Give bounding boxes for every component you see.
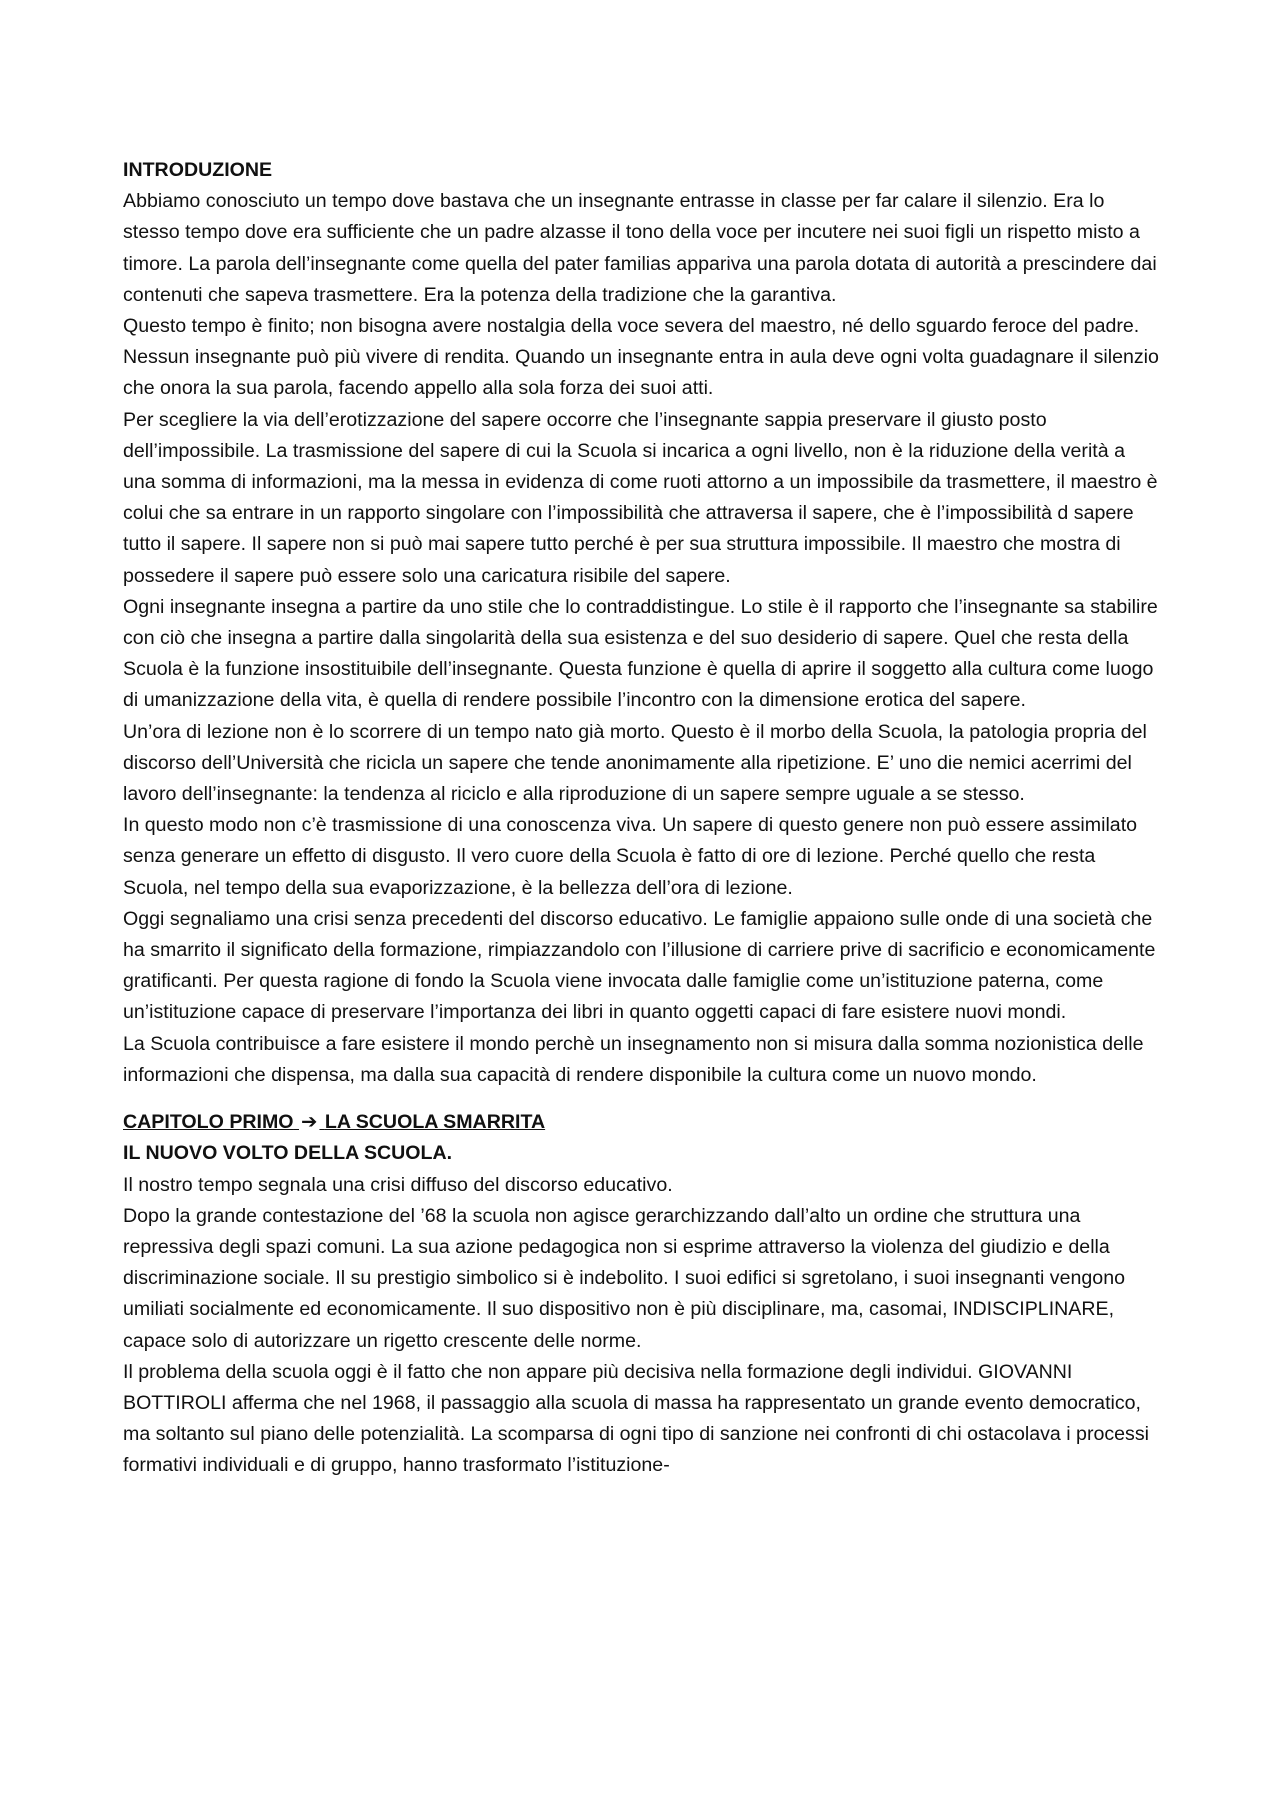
- intro-paragraph-2: Questo tempo è finito; non bisogna avere nostalgia della voce severa del maestro, né dello sguardo feroce del padre. Nessun insegnante può più vivere di rendita. Quando un insegnante entra in aula deve ogni volta guadagnare il silenzio che onora la sua parola, facendo appello alla sola forza dei suoi atti.: [123, 315, 1159, 400]
- intro-heading: INTRODUZIONE: [123, 159, 273, 181]
- chapter-title: [123, 1107, 1163, 1138]
- intro-paragraph-5: Un’ora di lezione non è lo scorrere di un tempo nato già morto. Questo è il morbo della Scuola, la patologia propria del discorso dell’Università che ricicla un sapere che tende anonimamente alla ripetizione. E’ uno die nemici acerrimi del lavoro dell’insegnante: la tendenza al riciclo e alla riproduzione di un sapere sempre uguale a se stesso.: [123, 720, 1147, 806]
- chapter-paragraph-3: Il problema della scuola oggi è il fatto che non appare più decisiva nella formazione degli individui. GIOVANNI BOTTIROLI afferma che nel 1968, il passaggio alla scuola di massa ha rappresentato un grande evento democratico, ma soltanto sul piano delle potenzialità. La scomparsa di ogni tipo di sanzione nei confronti di chi ostacolava i processi formativi individuali e di gruppo, hanno trasformato l’istituzione-: [123, 1360, 1150, 1477]
- chapter-subheading: IL NUOVO VOLTO DELLA SCUOLA.: [123, 1142, 453, 1165]
- chapter-paragraph-1: Il nostro tempo segnala una crisi diffuso del discorso educativo.: [123, 1173, 673, 1196]
- chapter-title-right: LA SCUOLA SMARRITA: [324, 1111, 546, 1134]
- arrow-right-icon: ➔: [301, 1111, 318, 1134]
- document-page: [123, 155, 1163, 1482]
- chapter-paragraph-2: Dopo la grande contestazione del ’68 la scuola non agisce gerarchizzando dall’alto un ordine che struttura una repressiva degli spazi comuni. La sua azione pedagogica non si esprime attraverso la violenza del giudizio e della discriminazione sociale. Il su prestigio simbolico si è indebolito. I suoi edifici si sgretolano, i suoi insegnanti vengono umiliati socialmente ed economicamente. Il suo dispositivo non è più disciplinare, ma, casomai, INDISCIPLINARE, capace solo di autorizzare un rigetto crescente delle norme.: [123, 1204, 1125, 1352]
- intro-paragraph-7: Oggi segnaliamo una crisi senza precedenti del discorso educativo. Le famiglie appaiono sulle onde di una società che ha smarrito il significato della formazione, rimpiazzandolo con l’illusione di carriere prive di sacrificio e economicamente gratificanti. Per questa ragione di fondo la Scuola viene invocata dalle famiglie come un’istituzione paterna, come un’istituzione capace di preservare l’importanza dei libri in quanto oggetti capaci di fare esistere nuovi mondi.: [123, 907, 1156, 1024]
- chapter-title-left: CAPITOLO PRIMO: [123, 1111, 294, 1134]
- intro-paragraph-6: In questo modo non c’è trasmissione di una conoscenza viva. Un sapere di questo genere non può essere assimilato senza generare un effetto di disgusto. Il vero cuore della Scuola è fatto di ore di lezione. Perché quello che resta Scuola, nel tempo della sua evaporizzazione, è la bellezza dell’ora di lezione.: [123, 814, 1138, 899]
- intro-paragraph-8: La Scuola contribuisce a fare esistere il mondo perchè un insegnamento non si misura dalla somma nozionistica delle informazioni che dispensa, ma dalla sua capacità di rendere disponibile la cultura come un nuovo mondo.: [123, 1032, 1144, 1086]
- intro-paragraph-4: Ogni insegnante insegna a partire da uno stile che lo contraddistingue. Lo stile è il rapporto che l’insegnante sa stabilire con ciò che insegna a partire dalla singolarità della sua esistenza e del suo desiderio di sapere. Quel che resta della Scuola è la funzione insostituibile dell’insegnante. Questa funzione è quella di aprire il soggetto alla cultura come luogo di umanizzazione della vita, è quella di rendere possibile l’incontro con la dimensione erotica del sapere.: [123, 595, 1158, 712]
- section-spacer: [123, 1091, 1163, 1107]
- intro-paragraph-3: Per scegliere la via dell’erotizzazione del sapere occorre che l’insegnante sappia preservare il giusto posto dell’impossibile. La trasmissione del sapere di cui la Scuola si incarica a ogni livello, non è la riduzione della verità a una somma di informazioni, ma la messa in evidenza di come ruoti attorno a un impossibile da trasmettere, il maestro è colui che sa entrare in un rapporto singolare con l’impossibilità che attraversa il sapere, che è l’impossibilità d sapere tutto il sapere. Il sapere non si può mai sapere tutto perché è per sua struttura impossibile. Il maestro che mostra di possedere il sapere può essere solo una caricatura risibile del sapere.: [123, 408, 1158, 587]
- intro-paragraph-1: Abbiamo conosciuto un tempo dove bastava che un insegnante entrasse in classe per far calare il silenzio. Era lo stesso tempo dove era sufficiente che un padre alzasse il tono della voce per incutere nei suoi figli un rispetto misto a timore. La parola dell’insegnante come quella del pater familias appariva una parola dotata di autorità a prescindere dai contenuti che sapeva trasmettere. Era la potenza della tradizione che la garantiva.: [123, 190, 1157, 306]
